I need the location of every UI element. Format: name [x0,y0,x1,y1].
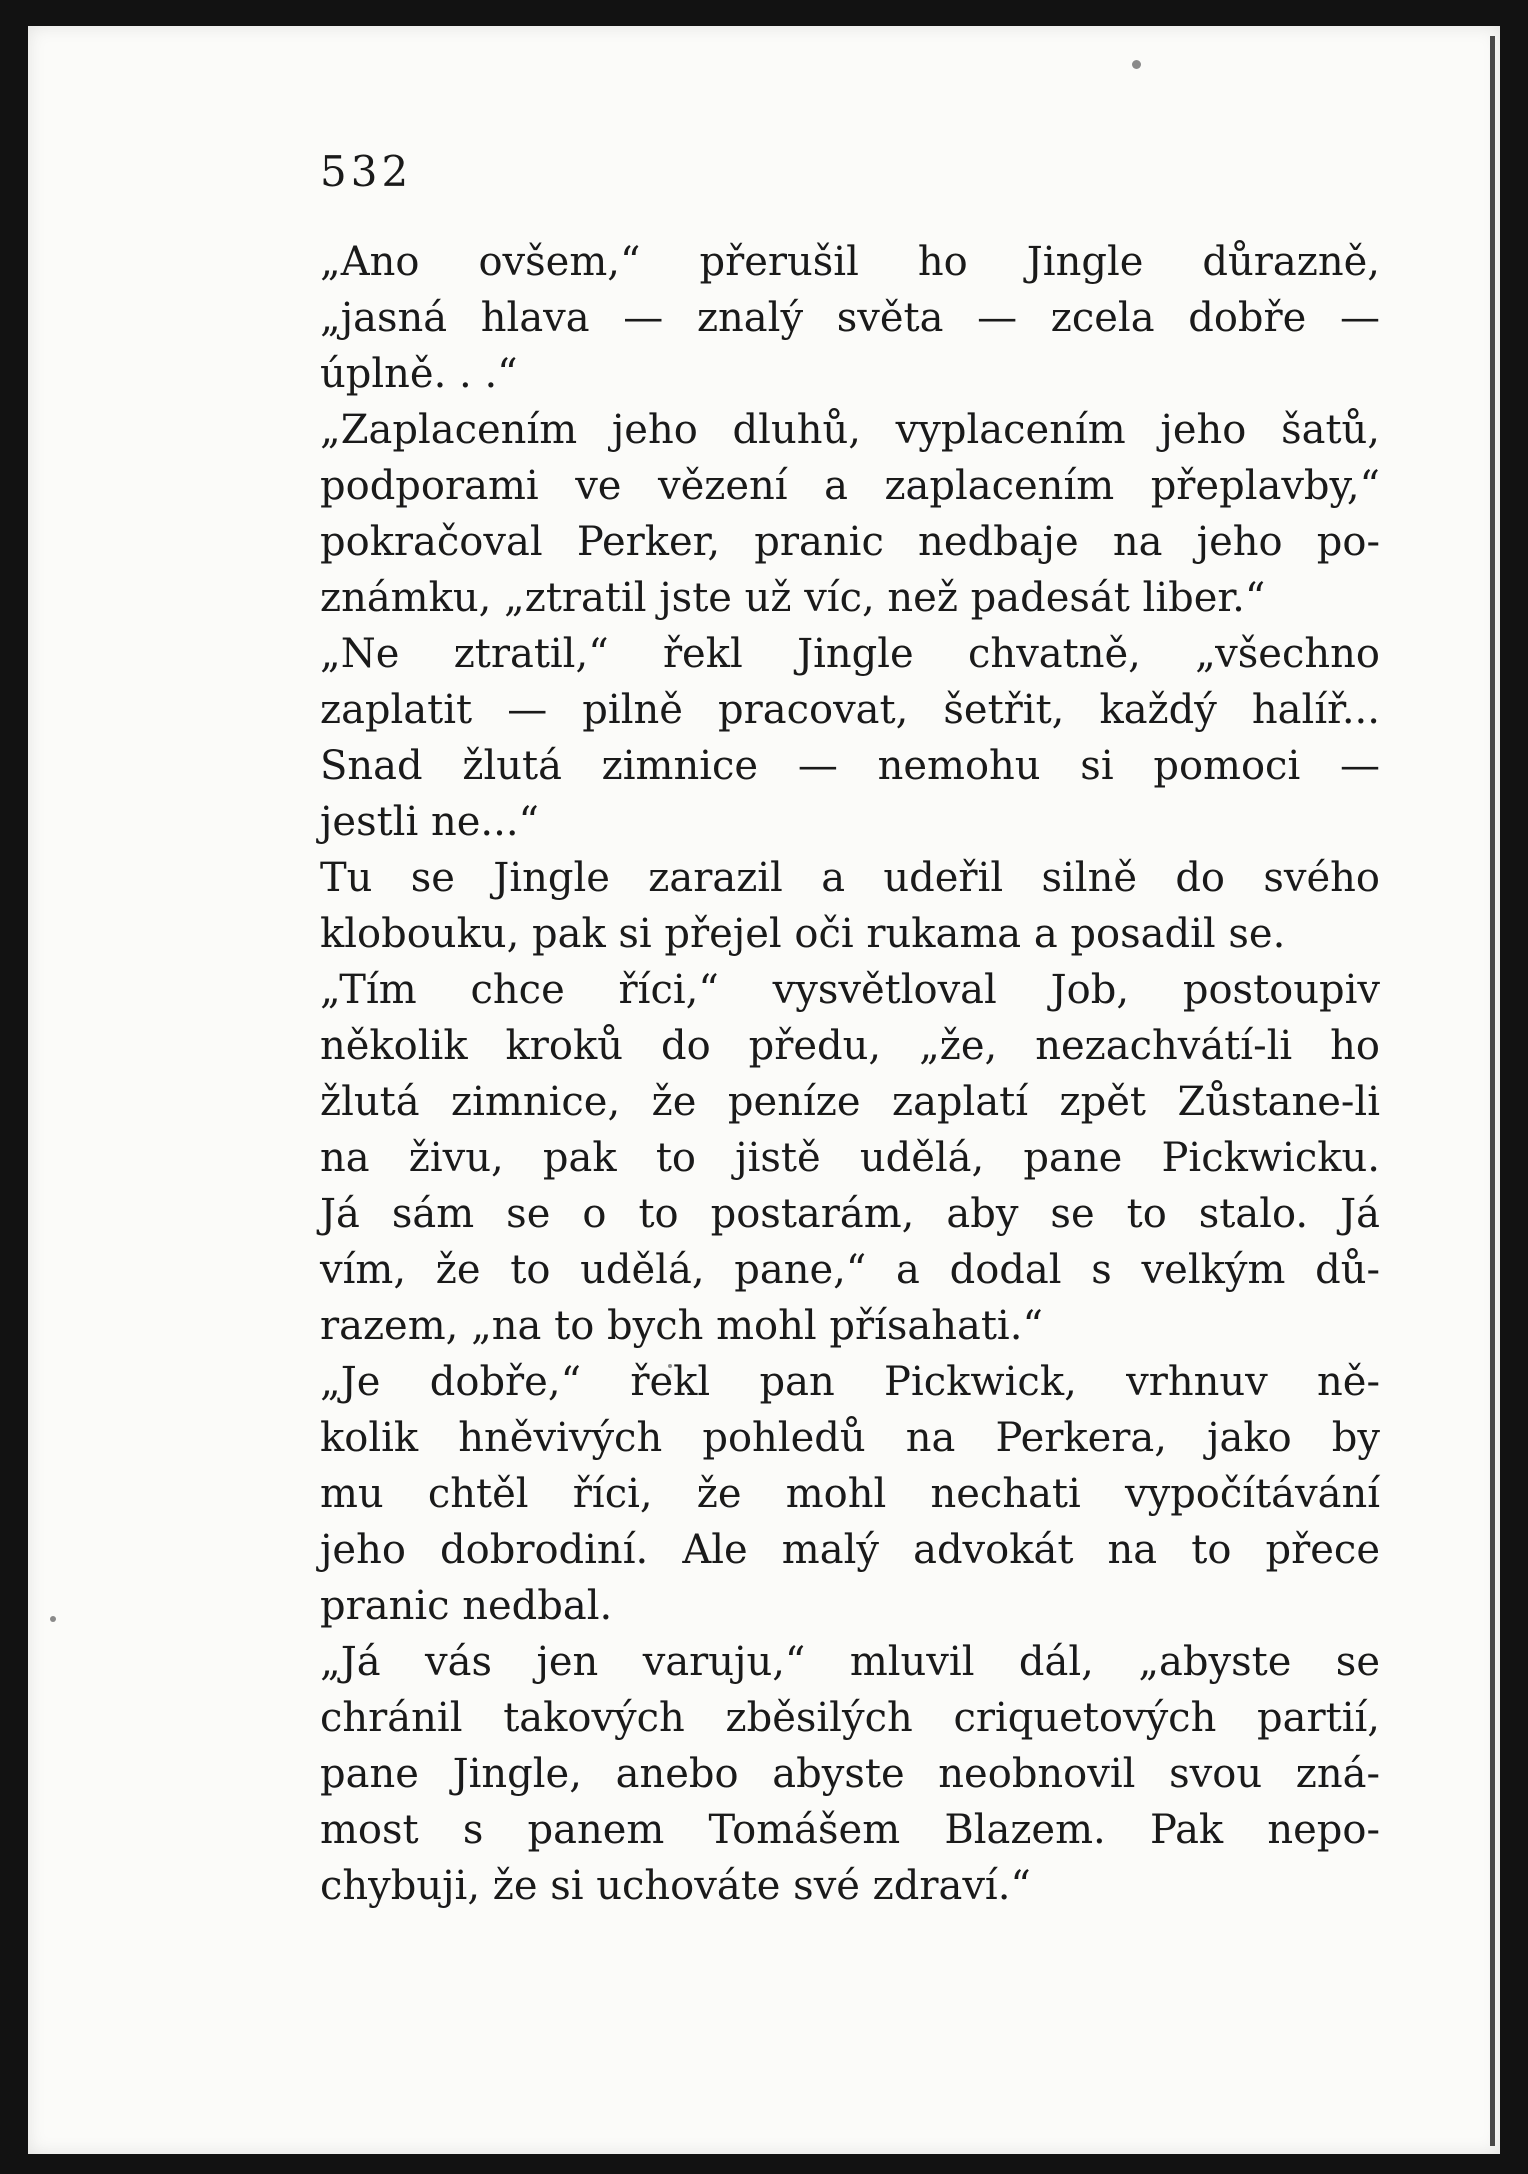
text-line: několik kroků do předu, „že, nezachvátí-li ho [320,1023,1380,1069]
text-line: žlutá zimnice, že peníze zaplatí zpět Zůstane-li [320,1079,1380,1125]
text-line: Tu se Jingle zarazil a udeřil silně do svého [320,855,1380,901]
text-line: „Já vás jen varuju,“ mluvil dál, „abyste se [320,1639,1380,1685]
text-line: klobouku, pak si přejel oči rukama a posadil se. [320,911,1286,957]
text-line: Snad žlutá zimnice — nemohu si pomoci — [320,743,1380,789]
text-line: jeho dobrodiní. Ale malý advokát na to přece [320,1527,1380,1573]
text-line: vím, že to udělá, pane,“ a dodal s velkým dů- [320,1247,1380,1293]
page-edge-shadow [1490,36,1495,2146]
page-number: 532 [320,147,413,196]
text-line: chránil takových zběsilých criquetových partií, [320,1695,1380,1741]
dust-speck [1132,60,1141,69]
paragraph [320,402,1380,626]
paragraph [320,1354,1380,1634]
text-line: kolik hněvivých pohledů na Perkera, jako by [320,1415,1380,1461]
text-line: jestli ne...“ [320,799,540,845]
text-line: „Je dobře,“ řekl pan Pickwick, vrhnuv ně- [320,1359,1380,1405]
text-line: Já sám se o to postarám, aby se to stalo. Já [320,1191,1380,1237]
text-line: na živu, pak to jistě udělá, pane Pickwicku. [320,1135,1380,1181]
text-line: „jasná hlava — znalý světa — zcela dobře — [320,295,1380,341]
text-line: „Ano ovšem,“ přerušil ho Jingle důrazně, [320,239,1380,285]
text-line: podporami ve vězení a zaplacením přeplavby,“ [320,463,1380,509]
text-line: pranic nedbal. [320,1583,613,1629]
paragraph [320,234,1380,402]
text-line: chybuji, že si uchováte své zdraví.“ [320,1863,1031,1909]
text-line: most s panem Tomášem Blazem. Pak nepo- [320,1807,1380,1853]
paragraph [320,626,1380,850]
paragraph [320,1634,1380,1914]
text-line: úplně. . .“ [320,351,518,397]
text-line: razem, „na to bych mohl přísahati.“ [320,1303,1043,1349]
text-line: známku, „ztratil jste už víc, než padesát liber.“ [320,575,1266,621]
text-line: „Zaplacením jeho dluhů, vyplacením jeho šatů, [320,407,1380,453]
text-line: pokračoval Perker, pranic nedbaje na jeho po- [320,519,1380,565]
text-line: „Tím chce říci,“ vysvětloval Job, postoupiv [320,967,1380,1013]
paragraph [320,850,1380,962]
dust-speck [50,1616,56,1622]
page-text [320,146,1380,1914]
paragraph [320,962,1380,1354]
text-line: „Ne ztratil,“ řekl Jingle chvatně, „všechno [320,631,1380,677]
text-line: mu chtěl říci, že mohl nechati vypočítávání [320,1471,1380,1517]
text-line: pane Jingle, anebo abyste neobnovil svou zná- [320,1751,1380,1797]
text-line: zaplatit — pilně pracovat, šetřit, každý halíř... [320,687,1380,733]
